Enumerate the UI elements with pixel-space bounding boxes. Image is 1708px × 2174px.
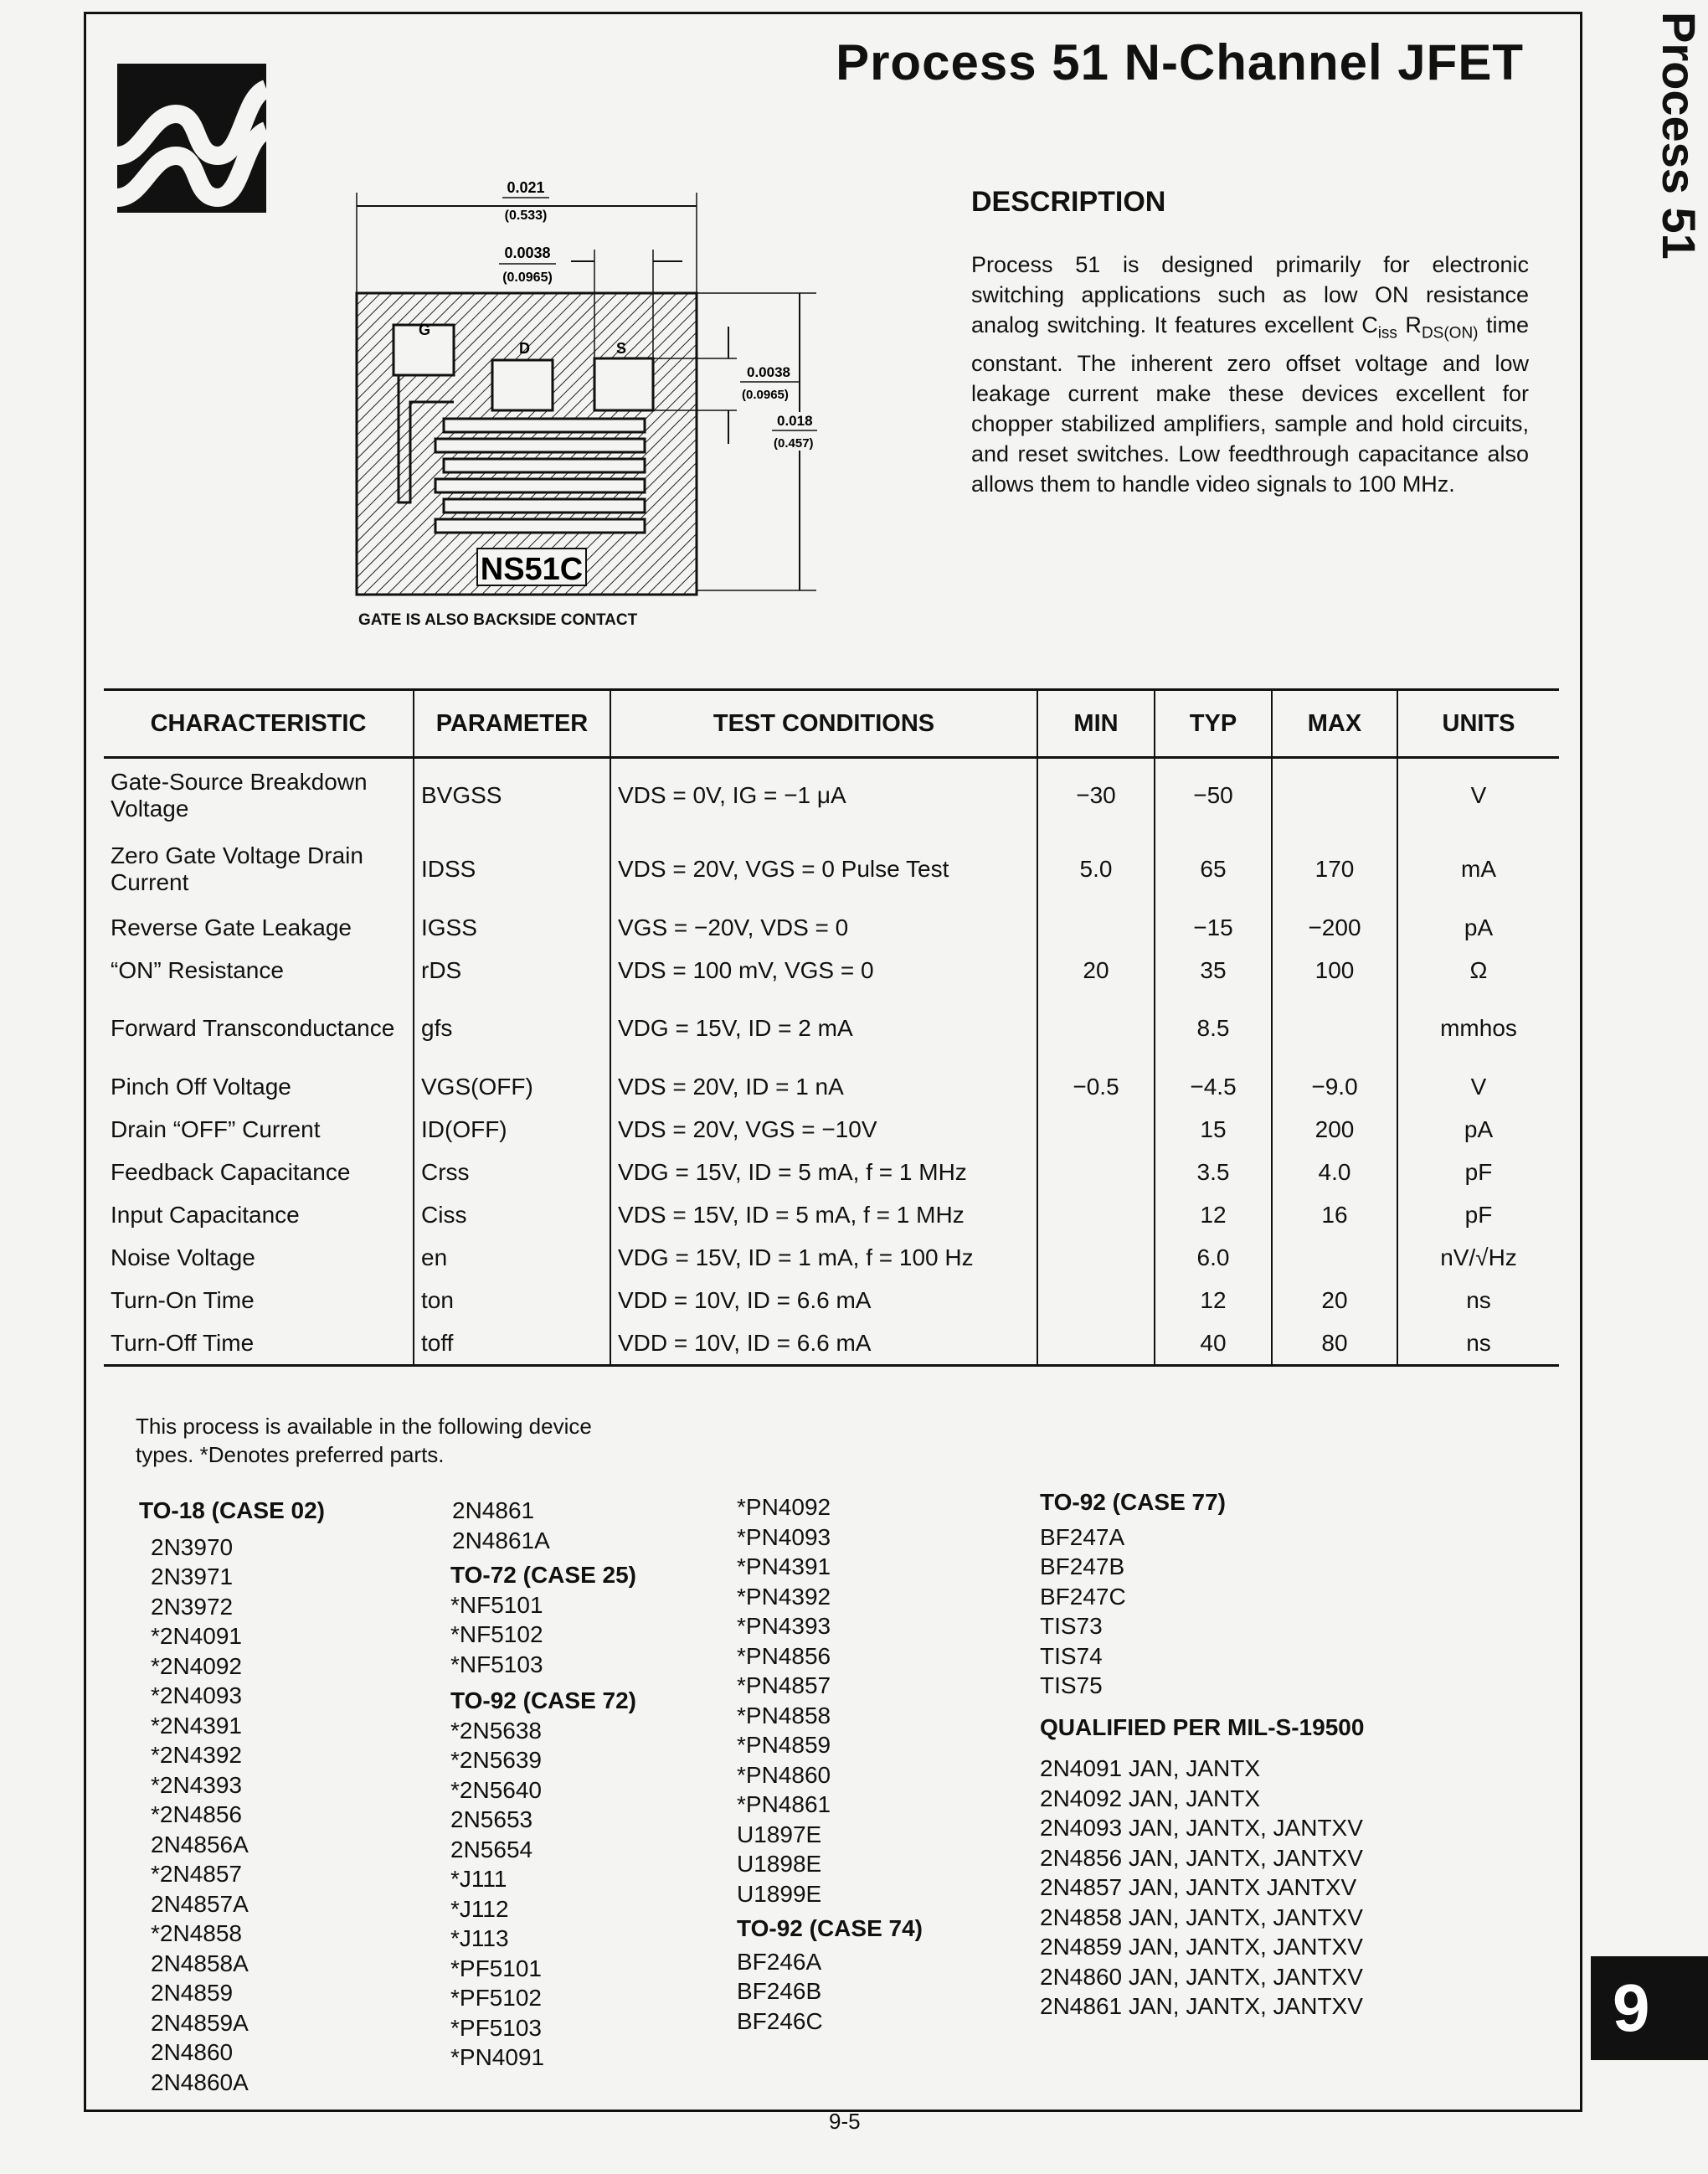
device-item: U1897E — [737, 1821, 822, 1847]
cell-units: Ω — [1397, 949, 1559, 992]
device-item: *PF5101 — [450, 1955, 542, 1981]
device-item: 2N3971 — [151, 1564, 234, 1589]
heading-qualified: QUALIFIED PER MIL-S-19500 — [1040, 1713, 1365, 1740]
cell-units: mA — [1397, 832, 1559, 906]
cell-max — [1272, 992, 1397, 1065]
device-item: 2N4092 JAN, JANTX — [1040, 1785, 1260, 1811]
device-item: BF246C — [737, 2007, 823, 2034]
device-item: *PN4857 — [737, 1672, 831, 1698]
device-item: BF247A — [1040, 1523, 1125, 1550]
device-item: 2N4861 JAN, JANTX, JANTXV — [1040, 1993, 1363, 2019]
cell-cond: VDS = 0V, IG = −1 μA — [610, 758, 1037, 833]
header-max: MAX — [1272, 690, 1397, 758]
cell-char: Turn-On Time — [111, 1286, 255, 1313]
cell-min: −30 — [1037, 758, 1155, 833]
device-item: *2N4857 — [151, 1861, 242, 1887]
heading-to18: TO-18 (CASE 02) — [139, 1497, 325, 1523]
device-item: 2N4856A — [151, 1831, 249, 1857]
cell-units: nV/√Hz — [1397, 1236, 1559, 1279]
device-item: *PN4092 — [737, 1494, 831, 1520]
cell-min: 5.0 — [1037, 832, 1155, 906]
cell-cond: VDS = 15V, ID = 5 mA, f = 1 MHz — [610, 1193, 1037, 1236]
cell-min — [1037, 1151, 1155, 1193]
device-item: *PN4391 — [737, 1553, 831, 1579]
package-column-3 — [737, 1492, 923, 2036]
cell-char: “ON” Resistance — [111, 956, 284, 983]
cell-typ: −4.5 — [1155, 1065, 1272, 1108]
table-row — [104, 906, 1559, 949]
device-item: 2N4861 — [452, 1497, 535, 1523]
header-typ: TYP — [1155, 690, 1272, 758]
device-item: *NF5102 — [450, 1621, 543, 1647]
availability-intro: This process is available in the following device types. *Denotes preferred parts. — [136, 1414, 592, 1467]
device-item: BF247B — [1040, 1553, 1125, 1579]
device-item: TIS74 — [1040, 1642, 1103, 1669]
device-item: 2N4860 JAN, JANTX, JANTXV — [1040, 1963, 1363, 1990]
cell-max: 80 — [1272, 1321, 1397, 1366]
cell-typ: 15 — [1155, 1108, 1272, 1151]
table-row — [104, 1193, 1559, 1236]
heading-to92-77: TO-92 (CASE 77) — [1040, 1489, 1226, 1515]
cell-max: 100 — [1272, 949, 1397, 992]
cell-max: −200 — [1272, 906, 1397, 949]
device-item: *NF5101 — [450, 1591, 543, 1618]
cell-typ: 6.0 — [1155, 1236, 1272, 1279]
device-item: BF247C — [1040, 1583, 1126, 1610]
page-number: 9-5 — [829, 2109, 861, 2134]
cell-min: −0.5 — [1037, 1065, 1155, 1108]
header-min: MIN — [1037, 690, 1155, 758]
device-item: *2N5638 — [450, 1717, 542, 1744]
cell-char: Drain “OFF” Current — [111, 1115, 321, 1142]
device-item: 2N4857 JAN, JANTX JANTXV — [1040, 1874, 1357, 1900]
device-item: *PN4393 — [737, 1613, 831, 1639]
device-item: *PN4860 — [737, 1761, 831, 1788]
cell-units: pA — [1397, 906, 1559, 949]
cell-param: Crss — [414, 1151, 610, 1193]
cell-cond: VGS = −20V, VDS = 0 — [610, 906, 1037, 949]
cell-units: pA — [1397, 1108, 1559, 1151]
device-item: *J113 — [450, 1925, 509, 1951]
dim-pad-in: 0.0038 — [504, 245, 551, 261]
cell-typ: −15 — [1155, 906, 1272, 949]
device-item: *PN4861 — [737, 1791, 831, 1817]
cell-param: VGS(OFF) — [414, 1065, 610, 1108]
device-item: *PN4091 — [450, 2044, 545, 2070]
device-item: *2N4858 — [151, 1920, 242, 1946]
cell-max: 170 — [1272, 832, 1397, 906]
device-item: 2N4858A — [151, 1950, 249, 1976]
cell-max — [1272, 758, 1397, 833]
side-tab: Process 51 — [1653, 12, 1705, 260]
header-units: UNITS — [1397, 690, 1559, 758]
device-item: 2N4858 JAN, JANTX, JANTXV — [1040, 1904, 1363, 1930]
device-item: *2N4092 — [151, 1652, 242, 1679]
cell-max: 16 — [1272, 1193, 1397, 1236]
cell-param: en — [414, 1236, 610, 1279]
cell-param: BVGSS — [414, 758, 610, 833]
cell-typ: 12 — [1155, 1193, 1272, 1236]
cell-units: V — [1397, 758, 1559, 833]
cell-typ: 12 — [1155, 1279, 1272, 1321]
device-item: *PF5102 — [450, 1985, 542, 2011]
cell-param: rDS — [414, 949, 610, 992]
device-item: *2N4856 — [151, 1801, 242, 1827]
dim-pad2-mm: (0.0965) — [742, 388, 789, 402]
device-item: *J112 — [450, 1895, 509, 1922]
cell-max: 4.0 — [1272, 1151, 1397, 1193]
cell-param: Ciss — [414, 1193, 610, 1236]
chapter-number: 9 — [1591, 1956, 1708, 2060]
cell-char: Feedback Capacitance — [111, 1158, 351, 1185]
characteristics-table — [104, 688, 1559, 1367]
device-item: 2N5654 — [450, 1836, 533, 1862]
device-item: *PN4093 — [737, 1523, 831, 1550]
dim-pad-mm: (0.0965) — [502, 270, 553, 285]
device-item: *PN4858 — [737, 1702, 831, 1728]
die-name: NS51C — [480, 552, 584, 587]
device-item: TIS75 — [1040, 1672, 1103, 1698]
cell-units: mmhos — [1397, 992, 1559, 1065]
device-item: U1899E — [737, 1880, 822, 1907]
cell-char: Noise Voltage — [111, 1244, 255, 1270]
cell-min — [1037, 1108, 1155, 1151]
cell-units: V — [1397, 1065, 1559, 1108]
table-row — [104, 992, 1559, 1065]
device-item: BF246A — [737, 1948, 822, 1975]
table-row — [104, 1321, 1559, 1366]
device-item: 2N5653 — [450, 1806, 533, 1832]
device-item: *PF5103 — [450, 2014, 542, 2041]
device-item: 2N4093 JAN, JANTX, JANTXV — [1040, 1815, 1363, 1841]
cell-max — [1272, 1236, 1397, 1279]
heading-to92-74: TO-92 (CASE 74) — [737, 1915, 923, 1941]
header-parameter: PARAMETER — [414, 690, 610, 758]
device-item: 2N4859 JAN, JANTX, JANTXV — [1040, 1934, 1363, 1960]
cell-min — [1037, 1236, 1155, 1279]
package-column-4 — [1040, 1487, 1364, 2022]
cell-typ: −50 — [1155, 758, 1272, 833]
cell-units: pF — [1397, 1151, 1559, 1193]
device-item: TIS73 — [1040, 1613, 1103, 1639]
table-row — [104, 758, 1559, 833]
cell-max: −9.0 — [1272, 1065, 1397, 1108]
device-item: *2N5639 — [450, 1747, 542, 1773]
device-item: 2N4859A — [151, 2009, 249, 2036]
device-item: 2N4860A — [151, 2068, 249, 2095]
dim-height-in: 0.018 — [777, 413, 813, 429]
national-semiconductor-logo — [117, 64, 266, 213]
table-row — [104, 832, 1559, 906]
header-test-conditions: TEST CONDITIONS — [610, 690, 1037, 758]
device-item: 2N4860 — [151, 2039, 234, 2065]
description-text: Process 51 is designed primarily for electronic switching applications such as low ON resistance analog switching. It features excellent $C_{iss}$ $R_{DS(ON)}$ time constant. The inherent zero offset voltage and low leakage current make these devices excellent for chopper stabilized amplifiers, sample and hold circuits, and reset switches. Low feedthrough capacitance also allows them to handle video signals to 100 MHz. — [971, 252, 1529, 497]
table-row — [104, 1236, 1559, 1279]
device-item: *2N4391 — [151, 1712, 242, 1739]
cell-char: Gate-Source Breakdown Voltage — [111, 769, 368, 822]
cell-min — [1037, 1279, 1155, 1321]
cell-cond: VDS = 20V, VGS = −10V — [610, 1108, 1037, 1151]
package-column-2 — [450, 1496, 636, 2073]
cell-typ: 40 — [1155, 1321, 1272, 1366]
device-item: *PN4859 — [737, 1732, 831, 1758]
device-item: 2N4857A — [151, 1890, 249, 1917]
cell-param: IGSS — [414, 906, 610, 949]
cell-param: toff — [414, 1321, 610, 1366]
heading-to92-72: TO-92 (CASE 72) — [450, 1687, 636, 1713]
device-item: 2N4091 JAN, JANTX — [1040, 1755, 1260, 1781]
pad-label-g: G — [419, 322, 431, 338]
cell-cond: VDG = 15V, ID = 5 mA, f = 1 MHz — [610, 1151, 1037, 1193]
cell-char: Zero Gate Voltage Drain Current — [111, 842, 363, 895]
dim-pad2-in: 0.0038 — [747, 364, 790, 380]
cell-max: 20 — [1272, 1279, 1397, 1321]
pad-label-s: S — [616, 340, 627, 357]
header-characteristic: CHARACTERISTIC — [104, 690, 414, 758]
cell-min — [1037, 1321, 1155, 1366]
cell-units: ns — [1397, 1279, 1559, 1321]
table-row — [104, 1108, 1559, 1151]
cell-cond: VDS = 100 mV, VGS = 0 — [610, 949, 1037, 992]
device-item: *PN4856 — [737, 1642, 831, 1669]
cell-units: ns — [1397, 1321, 1559, 1366]
table-header-row — [104, 690, 1559, 758]
cell-cond: VDG = 15V, ID = 2 mA — [610, 992, 1037, 1065]
page-title: Process 51 N-Channel JFET — [836, 34, 1524, 90]
dim-width-mm: (0.533) — [504, 209, 548, 223]
cell-typ: 8.5 — [1155, 992, 1272, 1065]
die-note: GATE IS ALSO BACKSIDE CONTACT — [358, 611, 638, 629]
device-item: 2N4859 — [151, 1980, 234, 2006]
device-item: 2N4861A — [452, 1527, 550, 1553]
cell-char: Forward Transconductance — [111, 1015, 395, 1041]
device-item: *2N5640 — [450, 1776, 542, 1803]
table-row — [104, 1279, 1559, 1321]
cell-char: Input Capacitance — [111, 1201, 300, 1228]
table-row — [104, 1151, 1559, 1193]
package-column-1 — [139, 1496, 325, 2097]
cell-cond: VDS = 20V, VGS = 0 Pulse Test — [610, 832, 1037, 906]
cell-param: ton — [414, 1279, 610, 1321]
heading-to72: TO-72 (CASE 25) — [450, 1562, 636, 1588]
cell-typ: 3.5 — [1155, 1151, 1272, 1193]
cell-param: ID(OFF) — [414, 1108, 610, 1151]
device-item: 2N3972 — [151, 1593, 234, 1620]
dim-height-mm: (0.457) — [774, 436, 814, 451]
device-item: *2N4393 — [151, 1771, 242, 1798]
device-item: BF246B — [737, 1978, 822, 2004]
die-layout-diagram — [352, 167, 821, 603]
device-item: 2N3970 — [151, 1533, 234, 1560]
cell-max: 200 — [1272, 1108, 1397, 1151]
cell-param: gfs — [414, 992, 610, 1065]
device-item: U1898E — [737, 1851, 822, 1877]
device-item: *2N4093 — [151, 1682, 242, 1708]
cell-cond: VDD = 10V, ID = 6.6 mA — [610, 1279, 1037, 1321]
table-row — [104, 1065, 1559, 1108]
cell-char: Reverse Gate Leakage — [111, 914, 352, 940]
cell-cond: VDG = 15V, ID = 1 mA, f = 100 Hz — [610, 1236, 1037, 1279]
device-item: *PN4392 — [737, 1583, 831, 1610]
device-item: *2N4091 — [151, 1623, 242, 1649]
cell-min — [1037, 906, 1155, 949]
cell-cond: VDD = 10V, ID = 6.6 mA — [610, 1321, 1037, 1366]
cell-param: IDSS — [414, 832, 610, 906]
cell-char: Pinch Off Voltage — [111, 1073, 291, 1100]
cell-units: pF — [1397, 1193, 1559, 1236]
table-row — [104, 949, 1559, 992]
description-heading: DESCRIPTION — [971, 186, 1166, 218]
cell-min — [1037, 992, 1155, 1065]
cell-min: 20 — [1037, 949, 1155, 992]
device-item: *J111 — [450, 1866, 507, 1892]
device-item: *2N4392 — [151, 1742, 242, 1768]
device-item: 2N4856 JAN, JANTX, JANTXV — [1040, 1844, 1363, 1871]
cell-typ: 35 — [1155, 949, 1272, 992]
pad-label-d: D — [519, 340, 530, 357]
cell-cond: VDS = 20V, ID = 1 nA — [610, 1065, 1037, 1108]
cell-char: Turn-Off Time — [104, 1321, 414, 1366]
cell-typ: 65 — [1155, 832, 1272, 906]
cell-min — [1037, 1193, 1155, 1236]
device-item: *NF5103 — [450, 1651, 543, 1677]
dim-width-in: 0.021 — [507, 179, 545, 196]
